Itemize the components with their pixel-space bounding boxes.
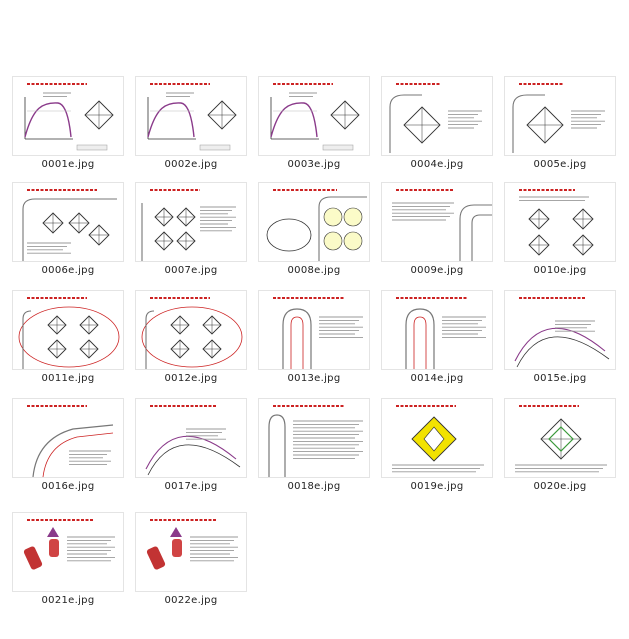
thumbnail-diagram	[382, 183, 493, 262]
thumbnail-filename[interactable]: 0005e.jpg	[533, 159, 587, 170]
thumbnail-item[interactable]	[8, 290, 128, 384]
thumbnail-image[interactable]	[12, 512, 124, 592]
thumbnail-image[interactable]	[135, 76, 247, 156]
thumbnail-filename[interactable]: 0010e.jpg	[533, 265, 587, 276]
thumbnail-item[interactable]	[377, 76, 497, 170]
thumbnail-filename[interactable]: 0013e.jpg	[287, 373, 341, 384]
thumbnail-filename[interactable]: 0017e.jpg	[164, 481, 218, 492]
thumbnail-diagram	[505, 183, 616, 262]
thumbnail-item[interactable]	[377, 398, 497, 492]
thumbnail-diagram	[505, 77, 616, 156]
thumbnail-image[interactable]	[504, 398, 616, 478]
thumbnail-item[interactable]	[377, 182, 497, 276]
thumbnail-image[interactable]	[12, 398, 124, 478]
thumbnail-diagram	[505, 399, 616, 478]
thumbnail-diagram	[259, 399, 370, 478]
thumbnail-image[interactable]	[258, 290, 370, 370]
thumbnail-diagram	[136, 77, 247, 156]
thumbnail-filename[interactable]: 0020e.jpg	[533, 481, 587, 492]
thumbnail-diagram	[259, 77, 370, 156]
thumbnail-filename[interactable]: 0016e.jpg	[41, 481, 95, 492]
thumbnail-diagram	[259, 183, 370, 262]
thumbnail-item[interactable]	[254, 290, 374, 384]
thumbnail-item[interactable]	[131, 290, 251, 384]
thumbnail-filename[interactable]: 0021e.jpg	[41, 595, 95, 606]
thumbnail-filename[interactable]: 0006e.jpg	[41, 265, 95, 276]
thumbnail-item[interactable]	[131, 76, 251, 170]
thumbnail-item[interactable]	[254, 76, 374, 170]
thumbnail-image[interactable]	[381, 76, 493, 156]
thumbnail-image[interactable]	[135, 398, 247, 478]
thumbnail-item[interactable]	[377, 290, 497, 384]
thumbnail-diagram	[259, 291, 370, 370]
thumbnail-filename[interactable]: 0011e.jpg	[41, 373, 95, 384]
thumbnail-filename[interactable]: 0019e.jpg	[410, 481, 464, 492]
thumbnail-image[interactable]	[504, 76, 616, 156]
thumbnail-image[interactable]	[12, 290, 124, 370]
thumbnail-item[interactable]	[500, 182, 620, 276]
thumbnail-filename[interactable]: 0015e.jpg	[533, 373, 587, 384]
thumbnail-diagram	[382, 77, 493, 156]
thumbnail-item[interactable]	[254, 398, 374, 492]
thumbnail-item[interactable]	[500, 398, 620, 492]
thumbnail-item[interactable]	[8, 512, 128, 606]
thumbnail-filename[interactable]: 0007e.jpg	[164, 265, 218, 276]
thumbnail-item[interactable]	[254, 182, 374, 276]
thumbnail-image[interactable]	[381, 398, 493, 478]
thumbnail-filename[interactable]: 0001e.jpg	[41, 159, 95, 170]
thumbnail-diagram	[136, 183, 247, 262]
thumbnail-item[interactable]	[500, 290, 620, 384]
thumbnail-diagram	[13, 513, 124, 592]
thumbnail-diagram	[382, 399, 493, 478]
thumbnail-diagram	[136, 291, 247, 370]
thumbnail-item[interactable]	[131, 512, 251, 606]
thumbnail-filename[interactable]: 0022e.jpg	[164, 595, 218, 606]
thumbnail-filename[interactable]: 0002e.jpg	[164, 159, 218, 170]
thumbnail-item[interactable]	[131, 398, 251, 492]
thumbnail-filename[interactable]: 0018e.jpg	[287, 481, 341, 492]
thumbnail-image[interactable]	[504, 290, 616, 370]
thumbnail-diagram	[505, 291, 616, 370]
thumbnail-filename[interactable]: 0008e.jpg	[287, 265, 341, 276]
thumbnail-diagram	[13, 183, 124, 262]
thumbnail-diagram	[136, 399, 247, 478]
thumbnail-item[interactable]	[500, 76, 620, 170]
thumbnail-item[interactable]	[8, 398, 128, 492]
thumbnail-image[interactable]	[381, 182, 493, 262]
thumbnail-image[interactable]	[258, 76, 370, 156]
thumbnail-image[interactable]	[135, 512, 247, 592]
thumbnail-filename[interactable]: 0012e.jpg	[164, 373, 218, 384]
thumbnail-diagram	[136, 513, 247, 592]
thumbnail-image[interactable]	[504, 182, 616, 262]
thumbnail-image[interactable]	[258, 398, 370, 478]
thumbnail-diagram	[13, 291, 124, 370]
thumbnail-diagram	[13, 77, 124, 156]
thumbnail-image[interactable]	[135, 182, 247, 262]
thumbnail-image[interactable]	[12, 182, 124, 262]
thumbnail-filename[interactable]: 0003e.jpg	[287, 159, 341, 170]
thumbnail-item[interactable]	[8, 182, 128, 276]
thumbnail-filename[interactable]: 0004e.jpg	[410, 159, 464, 170]
thumbnail-image[interactable]	[381, 290, 493, 370]
thumbnail-image[interactable]	[135, 290, 247, 370]
thumbnail-filename[interactable]: 0009e.jpg	[410, 265, 464, 276]
thumbnail-diagram	[13, 399, 124, 478]
thumbnail-filename[interactable]: 0014e.jpg	[410, 373, 464, 384]
thumbnail-image[interactable]	[258, 182, 370, 262]
thumbnail-item[interactable]	[131, 182, 251, 276]
thumbnail-diagram	[382, 291, 493, 370]
thumbnail-item[interactable]	[8, 76, 128, 170]
thumbnail-image[interactable]	[12, 76, 124, 156]
